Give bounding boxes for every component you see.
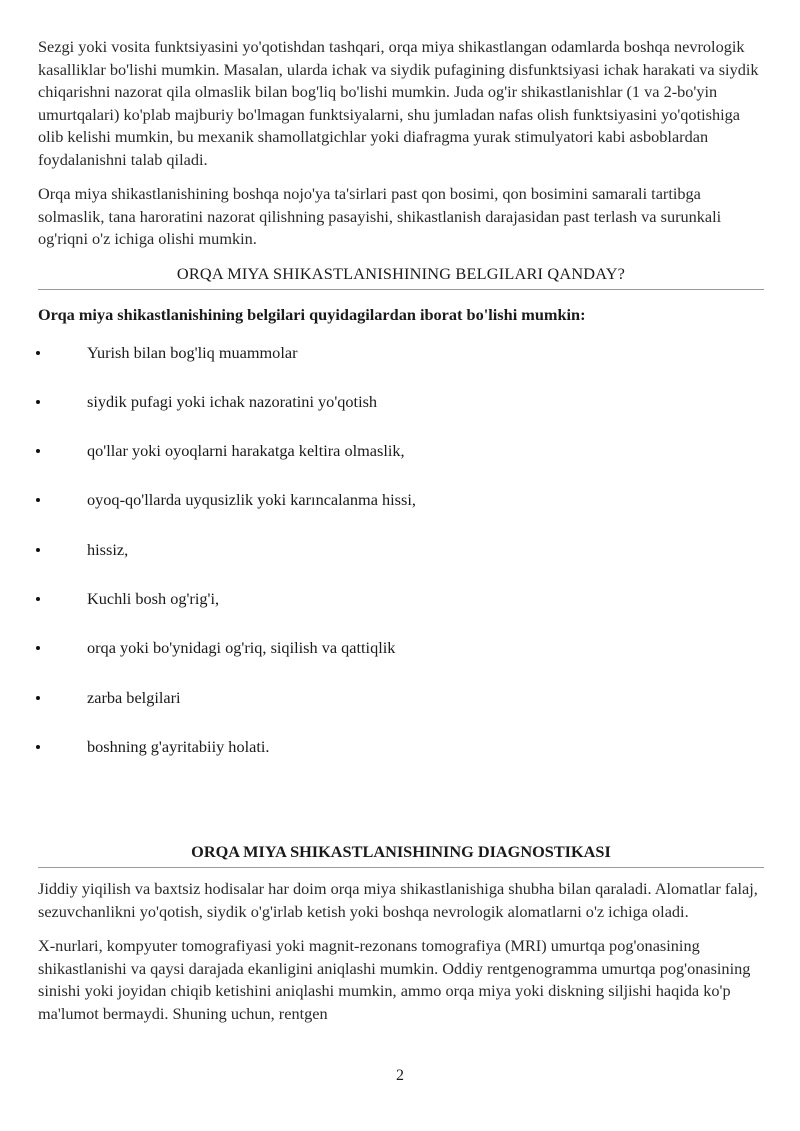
bullet-icon (36, 745, 40, 749)
list-item: Kuchli bosh og'rig'i, (38, 588, 764, 637)
bullet-icon (36, 498, 40, 502)
bullet-icon (36, 400, 40, 404)
bullet-icon (36, 597, 40, 601)
paragraph: Sezgi yoki vosita funktsiyasini yo'qotishdan tashqari, orqa miya shikastlangan odamlarda boshqa nevrologik kasalliklar bo'lishi mumkin. Masalan, ularda ichak va siydik pufagining disfunktsiyasi ichak harakati va siydik chiqarishni nazorat qila olmaslik bilan bog'liq bo'lishi mumkin. Juda og'ir shikastlanishlar (1 va 2-bo'yin umurtqalari) ko'plab majburiy bo'lmagan funktsiyalarni, shu jumladan nafas olish funktsiyasini yo'qotishiga olib kelishi mumkin, bu mexanik shamollatgichlar yoki diafragma yurak stimulyatori kabi asboblardan foydalanishni talab qiladi. (38, 37, 759, 169)
section-heading-diagnostics: ORQA MIYA SHIKASTLANISHINING DIAGNOSTIKASI (38, 841, 764, 868)
paragraph: X-nurlari, kompyuter tomografiyasi yoki magnit-rezonans tomografiya (MRI) umurtqa pog'onasining shikastlanishi va qaysi darajada ekanligini aniqlashi mumkin. Oddiy rentgenogramma umurtqa pog'onasining sinishi yoki joyidan chiqib ketishini aniqlashi mumkin, ammo orqa miya yoki diskning siljishi haqida ko'p ma'lumot bermaydi. Shuning uchun, rentgen (38, 936, 751, 1023)
list-item: siydik pufagi yoki ichak nazoratini yo'qotish (38, 391, 764, 440)
list-item: zarba belgilari (38, 687, 764, 736)
list-item: orqa yoki bo'ynidagi og'riq, siqilish va qattiqlik (38, 637, 764, 686)
list-item: boshning g'ayritabiiy holati. (38, 736, 764, 785)
list-item: Yurish bilan bog'liq muammolar (38, 342, 764, 391)
section-heading-symptoms: ORQA MIYA SHIKASTLANISHINING BELGILARI QANDAY? (38, 263, 764, 290)
list-item: qo'llar yoki oyoqlarni harakatga keltira olmaslik, (38, 440, 764, 489)
paragraph: Orqa miya shikastlanishining boshqa nojo'ya ta'sirlari past qon bosimi, qon bosimini samarali tartibga solmaslik, tana haroratini nazorat qilishning pasayishi, shikastlanish darajasidan past terlash va surunkali og'riqni o'z ichiga olishi mumkin. (38, 184, 722, 248)
bullet-icon (36, 351, 40, 355)
bullet-icon (36, 646, 40, 650)
bullet-icon (36, 449, 40, 453)
list-item: hissiz, (38, 539, 764, 588)
list-item: oyoq-qo'llarda uyqusizlik yoki karıncalanma hissi, (38, 489, 764, 538)
page-number: 2 (396, 1067, 404, 1084)
symptoms-intro: Orqa miya shikastlanishining belgilari quyidagilardan iborat bo'lishi mumkin: (38, 304, 586, 324)
bullet-icon (36, 696, 40, 700)
bullet-icon (36, 548, 40, 552)
document-page (38, 36, 764, 1025)
paragraph: Jiddiy yiqilish va baxtsiz hodisalar har doim orqa miya shikastlanishiga shubha bilan qaraladi. Alomatlar falaj, sezuvchanlikni yo'qotish, siydik o'g'irlab ketish yoki boshqa nevrologik alomatlarni o'z ichiga oladi. (38, 879, 758, 921)
symptoms-list (38, 342, 764, 786)
